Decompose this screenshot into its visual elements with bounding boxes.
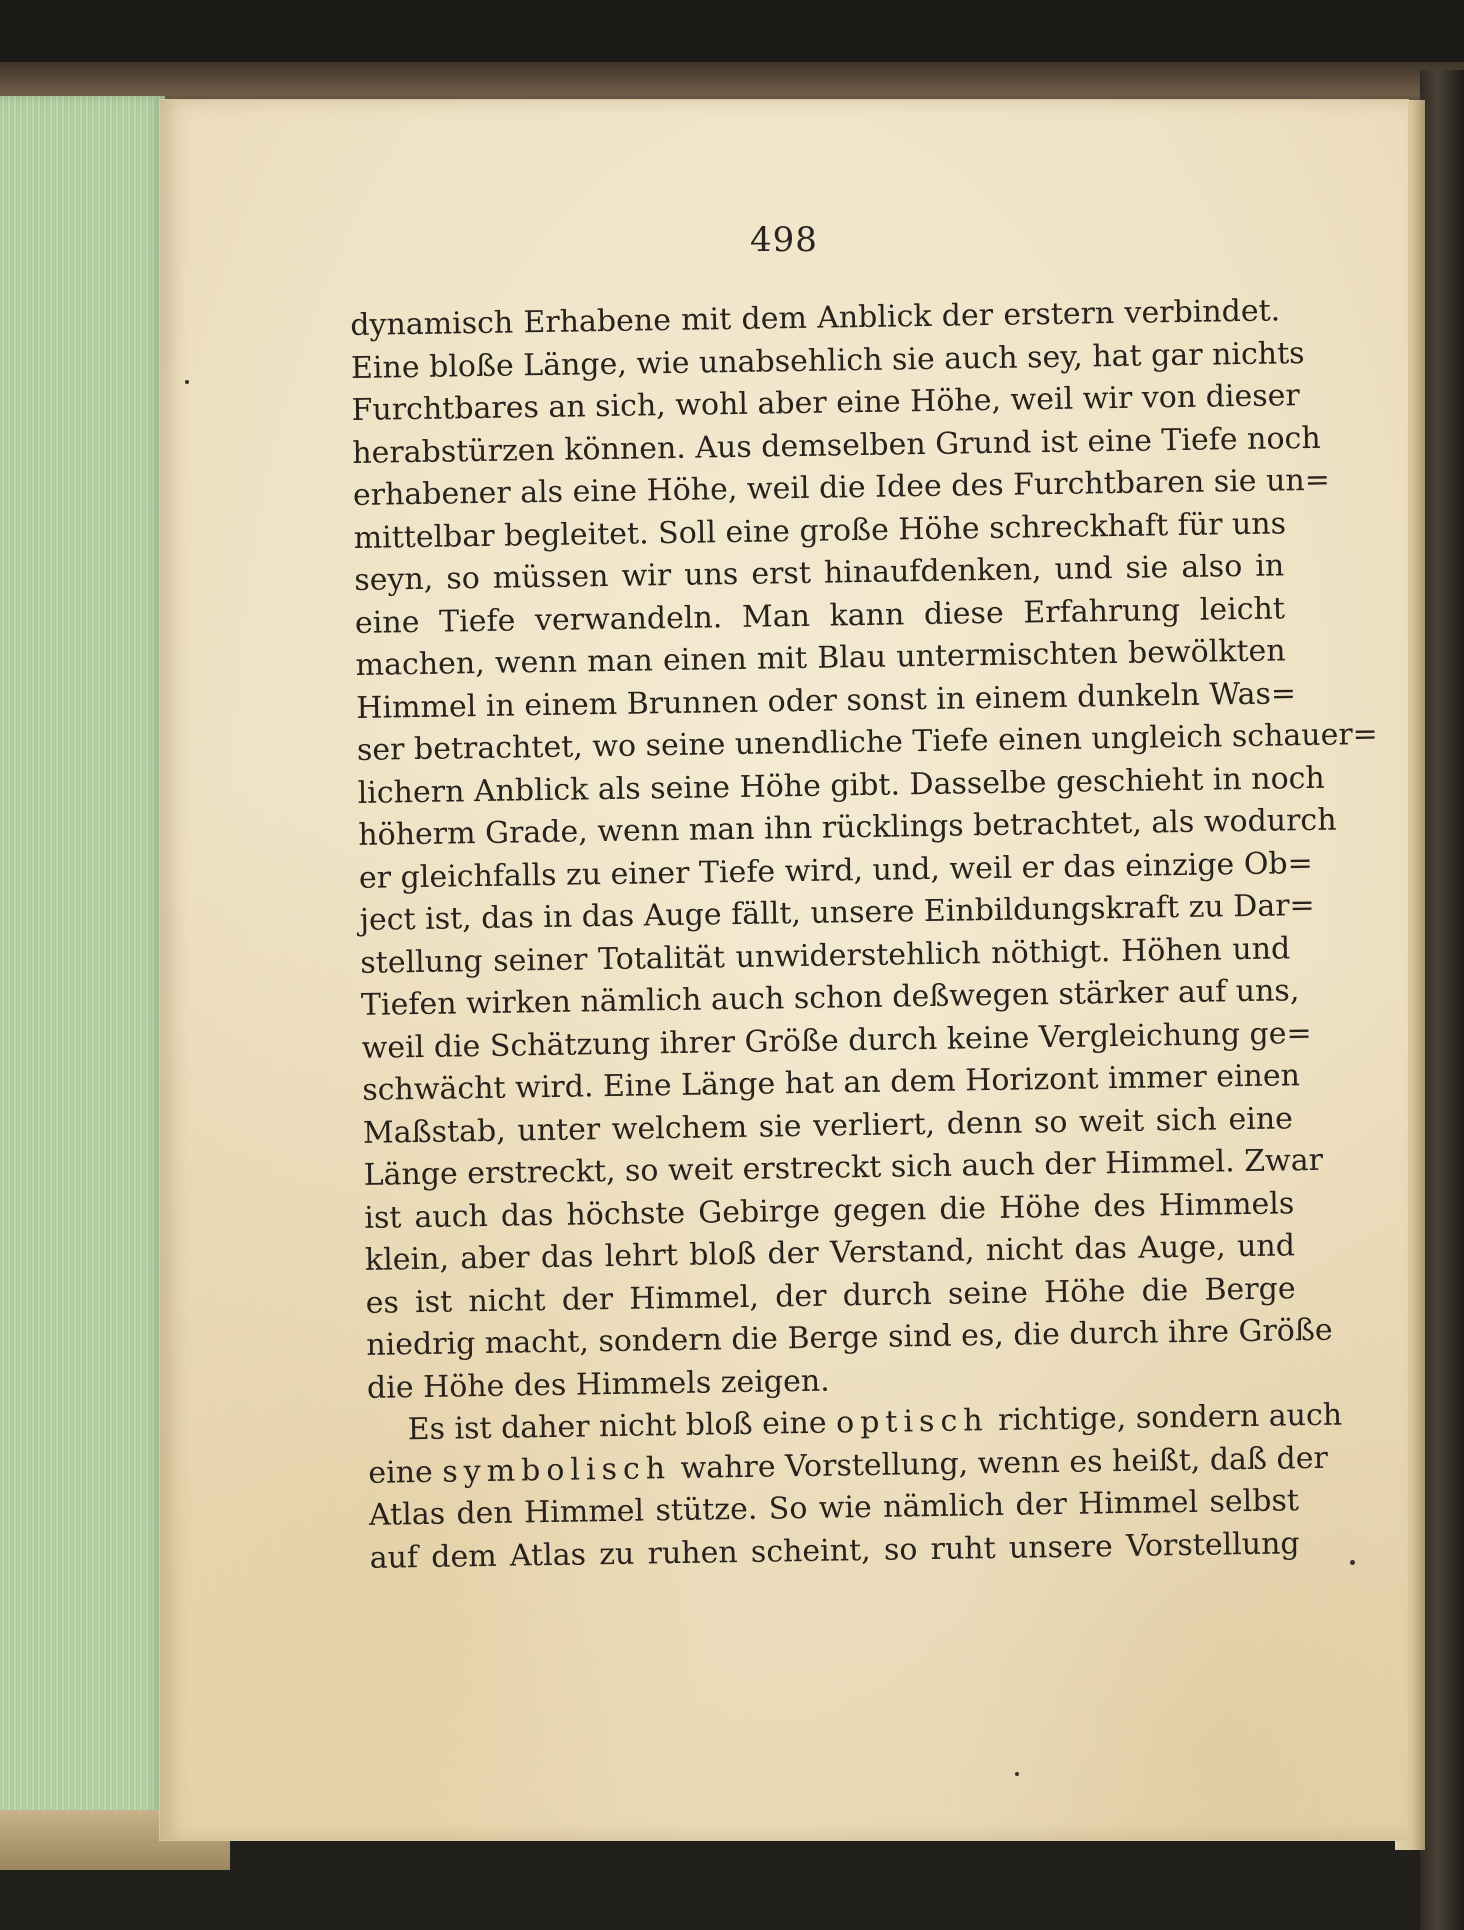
text-line: seyn, so müssen wir uns erst hinaufdenken, und sie also in: [354, 548, 1285, 598]
ink-speck: [1350, 1560, 1355, 1565]
text-line: Himmel in einem Brunnen oder sonst in einem dunkeln Was=: [356, 675, 1297, 726]
text-line: Eine bloße Länge, wie unabsehlich sie auch sey, hat gar nichts: [350, 335, 1305, 386]
text-fragment: wahre Vorstellung, wenn es heißt, daß der: [680, 1440, 1329, 1486]
text-line: eine Tiefe verwandeln. Man kann diese Erfahrung leicht: [354, 590, 1286, 641]
text-line: herabstürzen können. Aus demselben Grund ist eine Tiefe noch: [352, 420, 1321, 471]
text-line: Maßstab, unter welchem sie verliert, denn so weit sich eine: [362, 1100, 1294, 1151]
text-line: dynamisch Erhabene mit dem Anblick der erstern verbindet.: [350, 293, 1281, 343]
body-text: [350, 290, 1379, 1579]
text-line: stellung seiner Totalität unwiderstehlich nöthigt. Höhen und: [360, 930, 1291, 981]
text-line: Tiefen wirken nämlich auch schon deßwegen stärker auf uns,: [360, 973, 1300, 1023]
page-number: 498: [750, 220, 818, 260]
text-line: schwächt wird. Eine Länge hat an dem Horizont immer einen: [362, 1058, 1301, 1108]
text-fragment: richtige, sondern auch: [997, 1397, 1343, 1438]
page-edges-stack: [0, 96, 165, 1846]
text-line: ist auch das höchste Gebirge gegen die Höhe des Himmels: [364, 1185, 1295, 1236]
book-binding-right: [1420, 70, 1464, 1930]
text-line: niedrig macht, sondern die Berge sind es, die durch ihre Größe: [366, 1312, 1333, 1363]
text-line: Länge erstreckt, so weit erstreckt sich auch der Himmel. Zwar: [363, 1142, 1324, 1193]
text-line: lichern Anblick als seine Höhe gibt. Dasselbe geschieht in noch: [357, 760, 1325, 811]
text-line: es ist nicht der Himmel, der durch seine Höhe die Berge: [365, 1270, 1296, 1321]
text-line: auf dem Atlas zu ruhen scheint, so ruht unsere Vorstellung: [369, 1525, 1300, 1576]
ink-speck: [185, 380, 189, 384]
ink-speck: [1015, 1772, 1019, 1776]
text-line: weil die Schätzung ihrer Größe durch keine Vergleichung ge=: [361, 1015, 1312, 1066]
text-fragment: eine: [368, 1454, 434, 1491]
text-line: ser betrachtet, wo seine unendliche Tiefe einen ungleich schauer=: [356, 716, 1379, 768]
text-line: höherm Grade, wenn man ihn rücklings betrachtet, als wodurch: [358, 802, 1337, 853]
paragraph-end-line: die Höhe des Himmels zeigen.: [366, 1363, 830, 1406]
text-line: Furchtbares an sich, wohl aber eine Höhe, weil wir von dieser: [351, 378, 1300, 428]
emphasized-word: optisch: [835, 1403, 989, 1441]
text-line: mittelbar begleitet. Soll eine große Höhe schreckhaft für uns: [353, 505, 1287, 556]
text-fragment: Es ist daher nicht bloß eine: [407, 1405, 827, 1448]
text-line: erhabener als eine Höhe, weil die Idee des Furchtbaren sie un=: [352, 462, 1331, 513]
text-line: machen, wenn man einen mit Blau untermischten bewölkten: [355, 633, 1286, 683]
text-line: er gleichfalls zu einer Tiefe wird, und, weil er das einzige Ob=: [358, 845, 1314, 896]
book-page: [160, 100, 1408, 1840]
text-line: Atlas den Himmel stütze. So wie nämlich der Himmel selbst: [368, 1483, 1300, 1533]
text-line: ject ist, das in das Auge fällt, unsere Einbildungskraft zu Dar=: [359, 887, 1315, 938]
text-line: klein, aber das lehrt bloß der Verstand, nicht das Auge, und: [364, 1228, 1296, 1278]
emphasized-word: symbolisch: [442, 1450, 672, 1490]
